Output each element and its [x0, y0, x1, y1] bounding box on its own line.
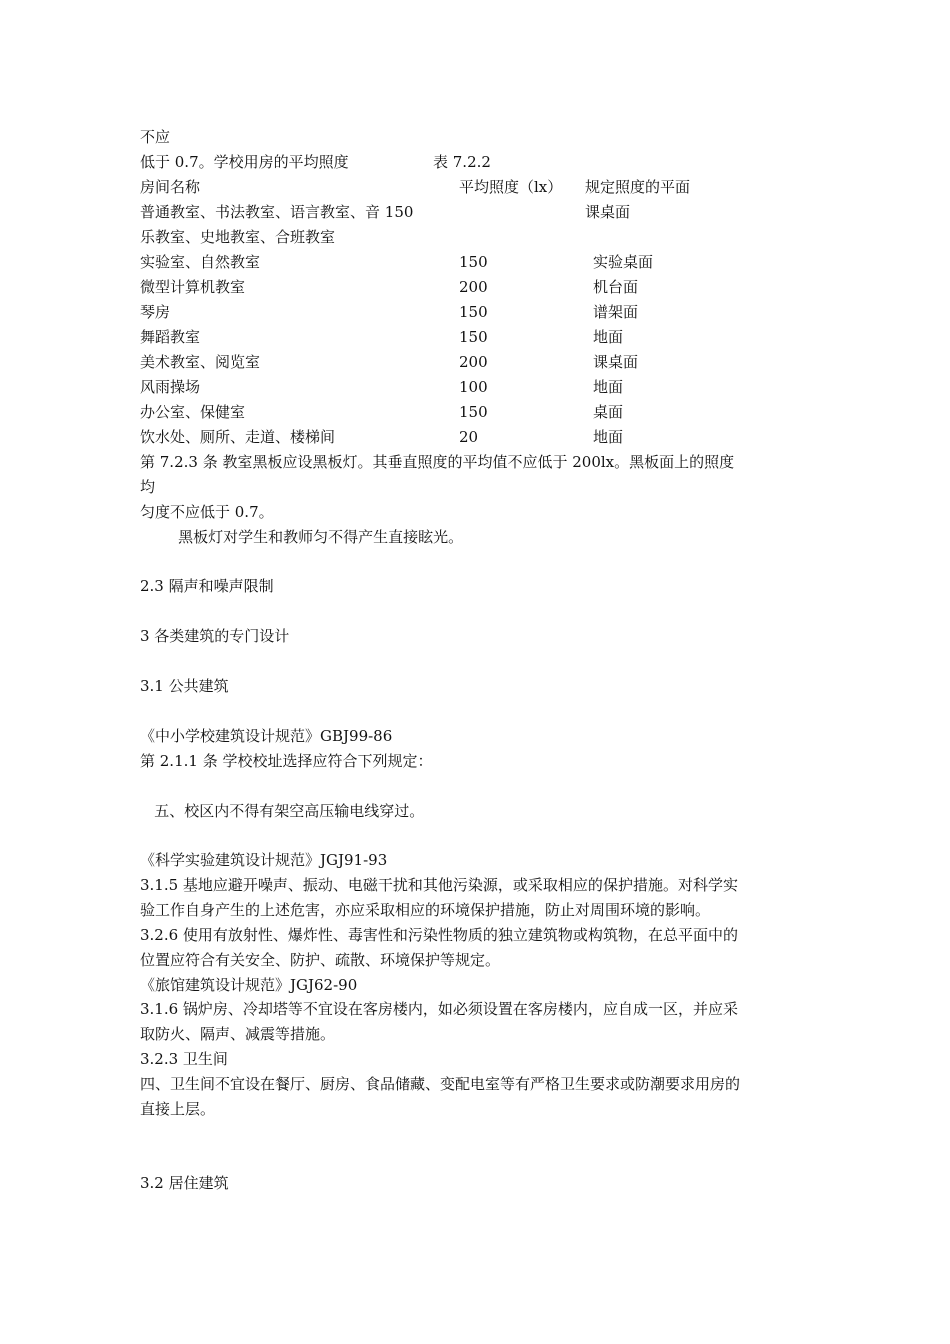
text-line: 四、卫生间不宜设在餐厅、厨房、食品储藏、变配电室等有严格卫生要求或防潮要求用房的 — [140, 1075, 741, 1093]
table-header-room: 房间名称 — [140, 178, 201, 196]
table-cell: 地面 — [593, 378, 624, 396]
table-cell: 美术教室、阅览室 — [140, 353, 261, 371]
text-line: 第 2.1.1 条 学校校址选择应符合下列规定： — [140, 752, 433, 770]
table-cell: 微型计算机教室 — [140, 278, 246, 296]
text-line: 3.1.5 基地应避开噪声、振动、电磁干扰和其他污染源，或采取相应的保护措施。对科学实 — [140, 876, 738, 894]
section-heading: 3.1 公共建筑 — [140, 677, 229, 695]
table-cell: 桌面 — [593, 403, 624, 421]
table-caption: 表 7.2.2 — [433, 153, 491, 171]
text-line: 低于 0.7。学校用房的平均照度 — [140, 153, 349, 171]
table-cell: 饮水处、厕所、走道、楼梯间 — [140, 428, 336, 446]
text-line: 3.2.3 卫生间 — [140, 1050, 228, 1068]
table-cell: 150 — [459, 328, 488, 346]
section-heading: 3.2 居住建筑 — [140, 1174, 229, 1192]
table-cell: 地面 — [593, 428, 624, 446]
reference-title: 《科学实验建筑设计规范》JGJ91-93 — [140, 851, 388, 869]
text-line: 黑板灯对学生和教师匀不得产生直接眩光。 — [140, 528, 464, 546]
table-cell: 150 — [459, 253, 488, 271]
table-cell: 课桌面 — [585, 203, 631, 221]
text-line: 五、校区内不得有架空高压输电线穿过。 — [140, 802, 425, 820]
table-cell: 风雨操场 — [140, 378, 201, 396]
text-line: 验工作自身产生的上述危害，亦应采取相应的环境保护措施，防止对周围环境的影响。 — [140, 901, 711, 919]
text-line: 第 7.2.3 条 教室黑板应设黑板灯。其垂直照度的平均值不应低于 200lx。黑板面上的照度 — [140, 453, 735, 471]
table-cell: 琴房 — [140, 303, 171, 321]
section-heading: 3 各类建筑的专门设计 — [140, 627, 290, 645]
text-line: 不应 — [140, 128, 171, 146]
table-cell: 谱架面 — [593, 303, 639, 321]
table-cell: 200 — [459, 353, 488, 371]
table-cell: 办公室、保健室 — [140, 403, 246, 421]
table-cell: 普通教室、书法教室、语言教室、音 150 — [140, 203, 414, 221]
table-cell: 地面 — [593, 328, 624, 346]
reference-title: 《中小学校建筑设计规范》GBJ99-86 — [140, 727, 393, 745]
text-line: 3.1.6 锅炉房、冷却塔等不宜设在客房楼内，如必须设置在客房楼内，应自成一区，并应采 — [140, 1000, 738, 1018]
table-cell: 实验室、自然教室 — [140, 253, 261, 271]
section-heading: 2.3 隔声和噪声限制 — [140, 577, 274, 595]
table-cell: 乐教室、史地教室、合班教室 — [140, 228, 336, 246]
text-line: 3.2.6 使用有放射性、爆炸性、毒害性和污染性物质的独立建筑物或构筑物，在总平面中的 — [140, 926, 738, 944]
text-line: 直接上层。 — [140, 1100, 216, 1118]
table-header-plane: 规定照度的平面 — [585, 178, 691, 196]
table-cell: 150 — [459, 403, 488, 421]
text-line: 位置应符合有关安全、防护、疏散、环境保护等规定。 — [140, 951, 501, 969]
text-line: 匀度不应低于 0.7。 — [140, 503, 274, 521]
table-header-illuminance: 平均照度（lx） — [459, 178, 563, 196]
table-cell: 100 — [459, 378, 488, 396]
table-cell: 课桌面 — [593, 353, 639, 371]
reference-title: 《旅馆建筑设计规范》JGJ62-90 — [140, 976, 358, 994]
table-cell: 200 — [459, 278, 488, 296]
table-cell: 舞蹈教室 — [140, 328, 201, 346]
table-cell: 机台面 — [593, 278, 639, 296]
table-cell: 150 — [459, 303, 488, 321]
table-cell: 实验桌面 — [593, 253, 654, 271]
text-line: 均 — [140, 478, 156, 496]
text-line: 取防火、隔声、减震等措施。 — [140, 1025, 336, 1043]
table-cell: 20 — [459, 428, 479, 446]
